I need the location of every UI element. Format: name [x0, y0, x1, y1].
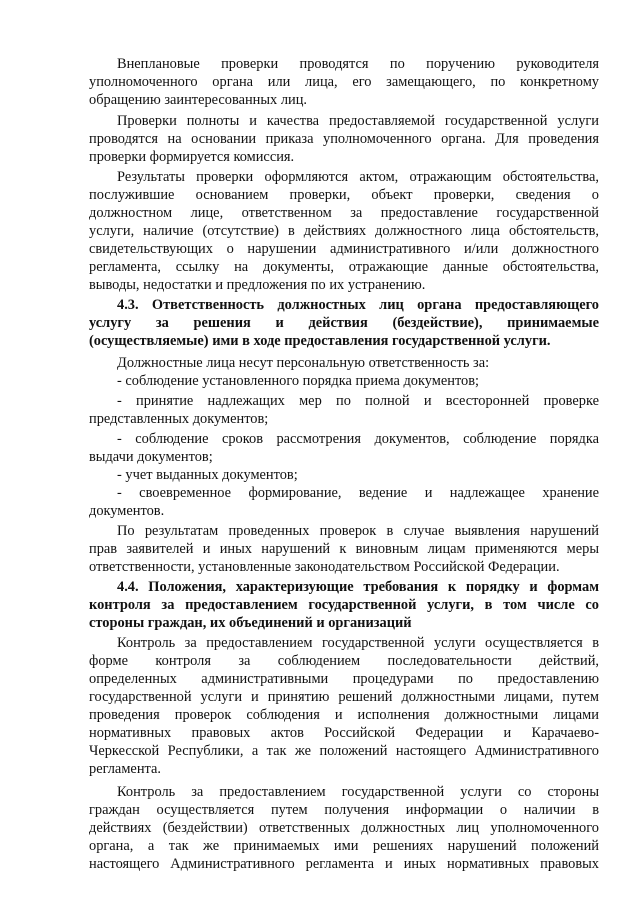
section-heading: 4.4. Положения, характеризующие требования к порядку и формам [117, 579, 599, 595]
section-heading: услугу за решения и действия (бездействие), принимаемые [89, 315, 599, 331]
list-item: - своевременное формирование, ведение и надлежащее хранение [117, 485, 599, 501]
text-line: обращению заинтересованных лиц. [89, 92, 308, 108]
text-line: Контроль за предоставлением государственной услуги осуществляется в [117, 635, 599, 651]
section-heading: (осуществляемые) ими в ходе предоставления государственной услуги. [89, 333, 551, 349]
list-item: - соблюдение установленного порядка приема документов; [117, 373, 480, 389]
list-item: - учет выданных документов; [117, 467, 298, 483]
section-heading: 4.3. Ответственность должностных лиц органа предоставляющего [117, 297, 599, 313]
section-heading: стороны граждан, их объединений и организаций [89, 615, 412, 631]
text-line: определенных административными процедурами по предоставлению [89, 671, 599, 687]
text-line: услуги, наличие (отсутствие) в действиях должностного лица обстоятельств, [89, 223, 599, 239]
text-line: послужившие основанием проверки, объект проверки, сведения о [89, 187, 599, 203]
text-line: граждан осуществляется путем получения информации о наличии в [89, 802, 599, 818]
text-line: действиях (бездействии) ответственных должностных лиц уполномоченного [89, 820, 599, 836]
text-line: свидетельствующих о нарушении административного и/или должностного [89, 241, 599, 257]
text-line: уполномоченного органа или лица, его замещающего, по конкретному [89, 74, 599, 90]
text-line: Результаты проверки оформляются актом, отражающим обстоятельства, [117, 169, 599, 185]
text-line: регламента. [89, 761, 161, 777]
text-line: нормативных правовых актов Российской Федерации и Карачаево- [89, 725, 599, 741]
text-line: По результатам проведенных проверок в случае выявления нарушений [117, 523, 599, 539]
text-line: Должностные лица несут персональную ответственность за: [117, 355, 490, 371]
text-line: ответственности, установленные законодательством Российской Федерации. [89, 559, 560, 575]
text-line: Внеплановые проверки проводятся по поручению руководителя [117, 56, 599, 72]
list-item: выдачи документов; [89, 449, 213, 465]
text-line: должностном лице, ответственном за предоставление государственной [89, 205, 599, 221]
text-line: проверки формируется комиссия. [89, 149, 295, 165]
text-line: проводятся на основании приказа уполномоченного органа. Для проведения [89, 131, 599, 147]
text-line: прав заявителей и иных нарушений к виновным лицам применяются меры [89, 541, 599, 557]
text-line: Контроль за предоставлением государственной услуги со стороны [117, 784, 599, 800]
text-line: форме контроля за соблюдением последовательности действий, [89, 653, 599, 669]
text-line: государственной услуги и принятию решений должностными лицами, путем [89, 689, 599, 705]
list-item: документов. [89, 503, 165, 519]
text-line: Черкесской Республики, а так же положений настоящего Административного [89, 743, 599, 759]
text-line: Проверки полноты и качества предоставляемой государственной услуги [117, 113, 599, 129]
list-item: - соблюдение сроков рассмотрения документов, соблюдение порядка [117, 431, 599, 447]
section-heading: контроля за предоставлением государственной услуги, в том числе со [89, 597, 599, 613]
text-line: органа, а так же принимаемых ими решениях нарушений положений [89, 838, 599, 854]
text-line: выводы, недостатки и предложения по их устранению. [89, 277, 426, 293]
text-line: настоящего Административного регламента и иных нормативных правовых [89, 856, 599, 872]
list-item: представленных документов; [89, 411, 269, 427]
text-line: проведения проверок соблюдения и исполнения должностными лицами [89, 707, 599, 723]
text-line: регламента, ссылку на документы, отражающие данные обстоятельства, [89, 259, 599, 275]
list-item: - принятие надлежащих мер по полной и всесторонней проверке [117, 393, 599, 409]
